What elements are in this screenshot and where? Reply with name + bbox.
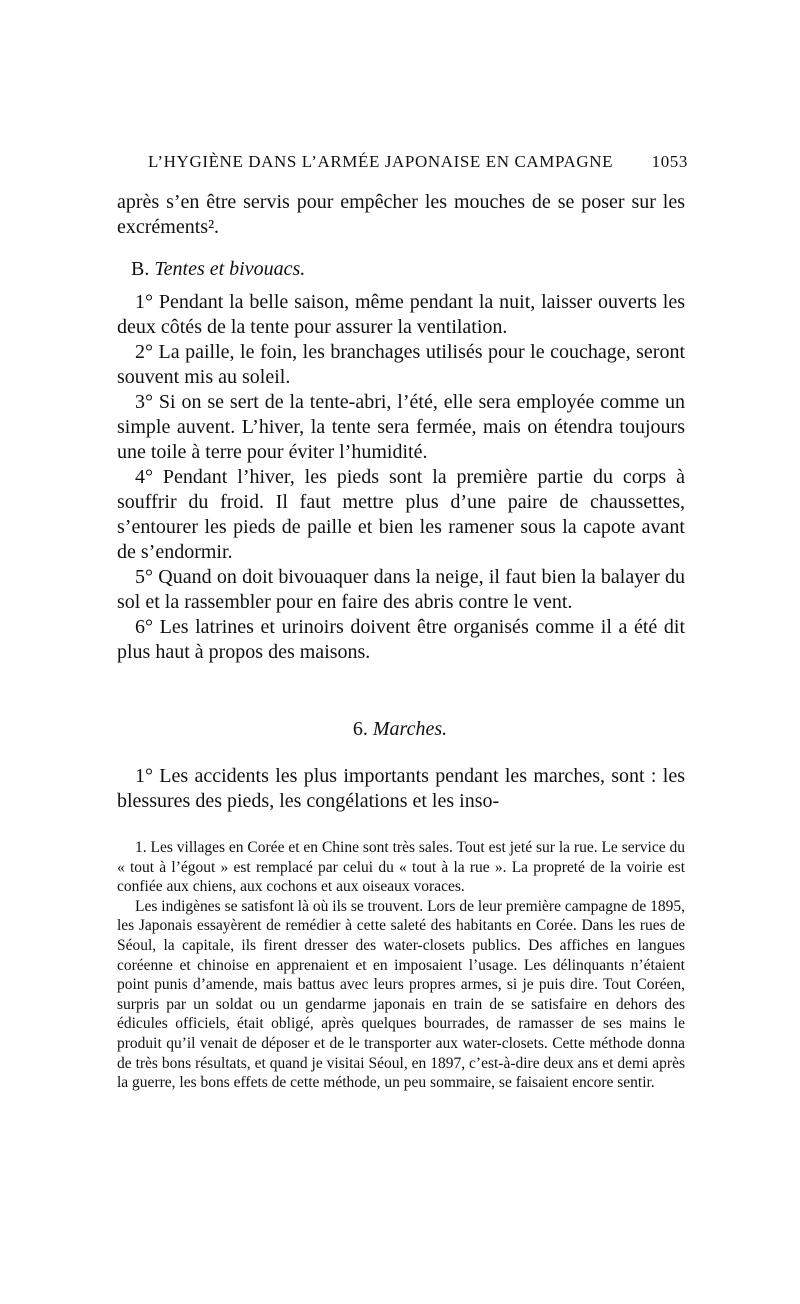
intro-block bbox=[117, 190, 685, 240]
section-b-prefix: B. bbox=[131, 258, 150, 280]
list-item: 6° Les latrines et urinoirs doivent être organisés comme il a été dit plus haut à propos des maisons. bbox=[117, 616, 685, 663]
list-item: 5° Quand on doit bivouaquer dans la neige, il faut bien la balayer du sol et la rassembler pour en faire des abris contre le vent. bbox=[117, 566, 685, 613]
list-item: 4° Pendant l’hiver, les pieds sont la première partie du corps à souffrir du froid. Il faut mettre plus d’une paire de chaussettes, s’entourer les pieds de paille et bien les ramener sous la capote avant de s’endormir. bbox=[117, 466, 685, 563]
section-b-heading bbox=[131, 258, 305, 281]
running-title: L’HYGIÈNE DANS L’ARMÉE JAPONAISE EN CAMPAGNE bbox=[148, 152, 614, 171]
section-6-heading bbox=[0, 718, 800, 741]
page-number: 1053 bbox=[651, 152, 688, 171]
list-item: 2° La paille, le foin, les branchages utilisés pour le couchage, seront souvent mis au soleil. bbox=[117, 341, 685, 388]
list-item: 1° Pendant la belle saison, même pendant la nuit, laisser ouverts les deux côtés de la tente pour assurer la ventilation. bbox=[117, 291, 685, 338]
intro-paragraph: après s’en être servis pour empêcher les mouches de se poser sur les excréments². bbox=[117, 191, 685, 238]
running-header bbox=[148, 152, 688, 172]
list-item: 1° Les accidents les plus importants pendant les marches, sont : les blessures des pieds, les congélations et les inso- bbox=[117, 765, 685, 812]
section-b-list bbox=[117, 290, 685, 665]
footnote-paragraph-2: Les indigènes se satisfont là où ils se trouvent. Lors de leur première campagne de 1895, les Japonais essayèrent de remédier à cette saleté des habitants en Corée. Dans les rues de Séoul, la capitale, ils firent dresser des water-closets publics. Des affiches en langues coréenne et chinoise en apprenaient et en imposaient l’usage. Les délinquants n’étaient point punis d’amende, mais battus avec leurs propres armes, si je puis dire. Tout Coréen, surpris par un soldat ou un gendarme japonais en train de se satisfaire en dehors des édicules officiels, était obligé, après quelques bourrades, de ramasser de ses mains le produit qu’il venait de déposer et de le transporter aux water-closets. Cette méthode donna de très bons résultats, et quand je visitai Séoul, en 1897, c’est-à-dire deux ans et demi après la guerre, les bons effets de cette méthode, un peu sommaire, se faisaient encore sentir. bbox=[117, 897, 685, 1092]
footnote bbox=[117, 838, 685, 1093]
section-6-title: Marches. bbox=[372, 718, 448, 740]
footnote-paragraph-1: 1. Les villages en Corée et en Chine sont très sales. Tout est jeté sur la rue. Le service du « tout à l’égout » est remplacé par celui du « tout à la rue ». La propreté de la voirie est confiée aux chiens, aux cochons et aux oiseaux voraces. bbox=[117, 839, 685, 896]
section-6-prefix: 6. bbox=[352, 718, 368, 740]
list-item: 3° Si on se sert de la tente-abri, l’été, elle sera employée comme un simple auvent. L’hiver, la tente sera fermée, mais on étendra toujours une toile à terre pour éviter l’humidité. bbox=[117, 391, 685, 463]
section-b-title: Tentes et bivouacs. bbox=[154, 258, 306, 280]
section-6-block bbox=[117, 764, 685, 814]
